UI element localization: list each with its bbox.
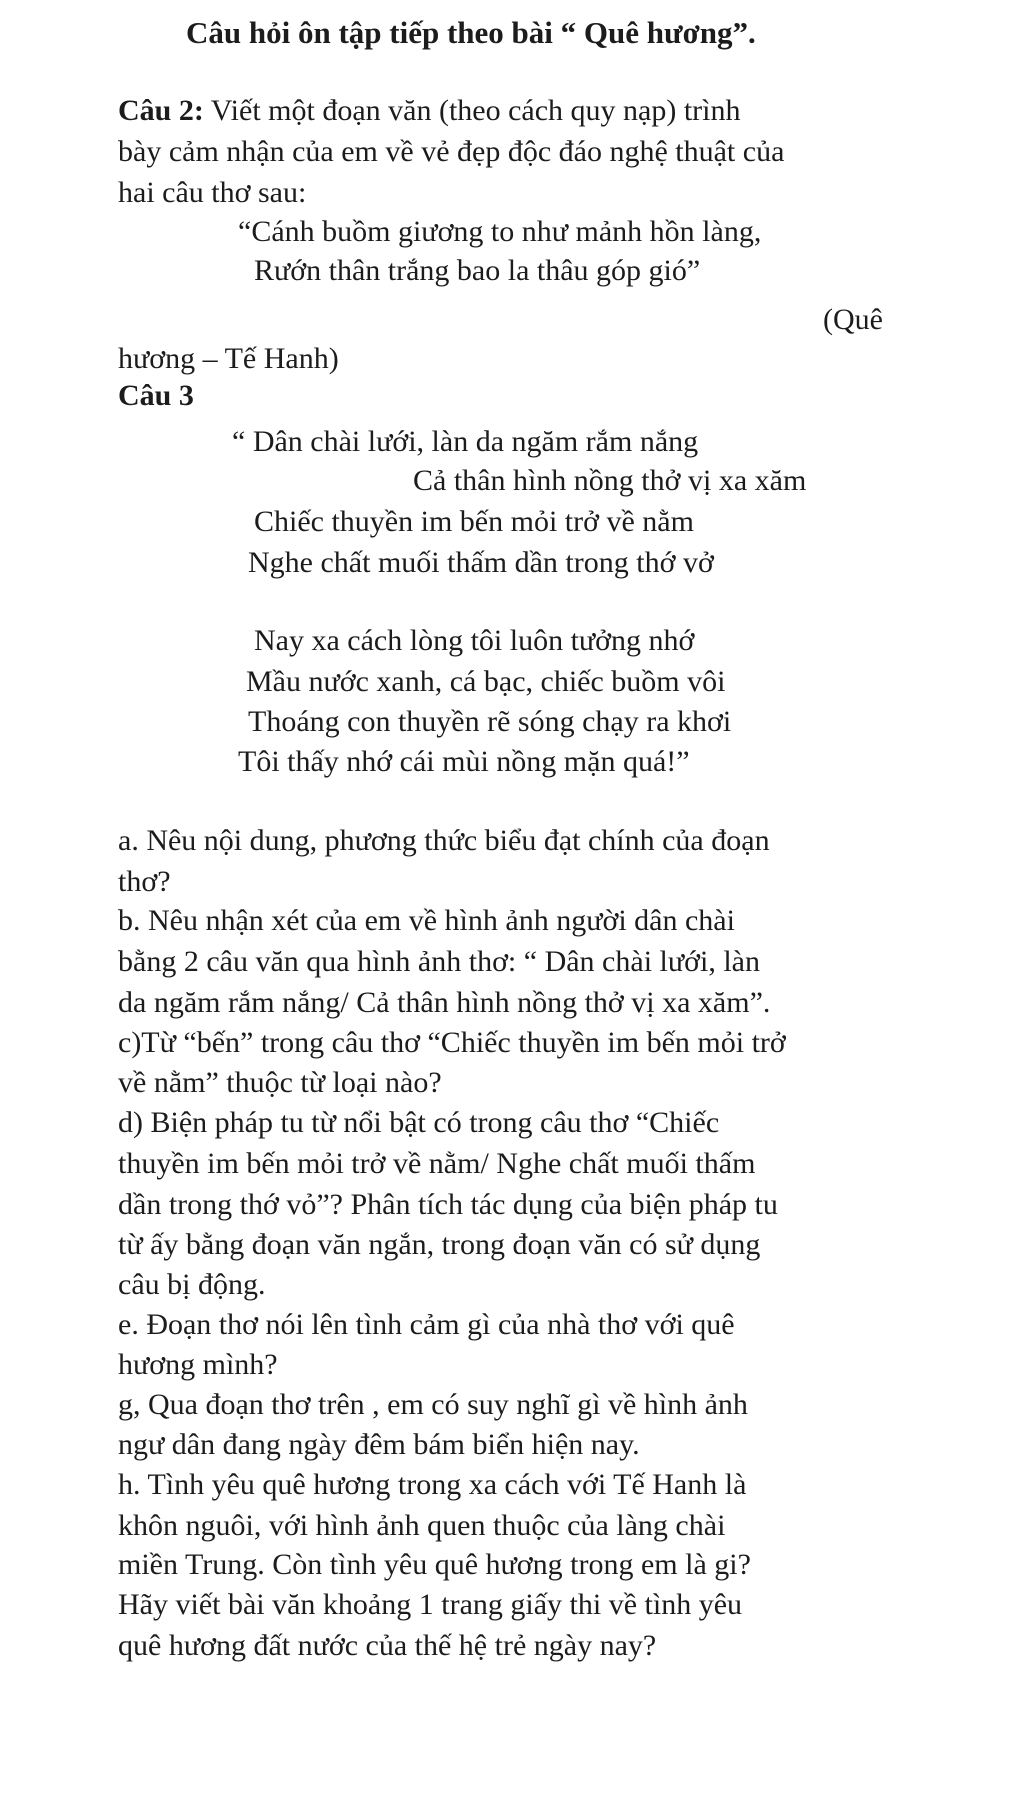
verse-source-end: hương – Tế Hanh)	[118, 342, 339, 375]
poem-line-4: Nghe chất muối thấm dần trong thớ vở	[248, 546, 714, 579]
question-3-line: e. Đoạn thơ nói lên tình cảm gì của nhà thơ với quê	[118, 1308, 735, 1341]
question-3-line: ngư dân đang ngày đêm bám biển hiện nay.	[118, 1428, 640, 1461]
question-2-label: Câu 2:	[118, 94, 204, 127]
poem-line-8: Tôi thấy nhớ cái mùi nồng mặn quá!”	[238, 745, 690, 778]
question-3-line: h. Tình yêu quê hương trong xa cách với Tế Hanh là	[118, 1468, 747, 1501]
poem-line-6: Mầu nước xanh, cá bạc, chiếc buồm vôi	[246, 665, 726, 698]
question-3-line: a. Nêu nội dung, phương thức biểu đạt chính của đoạn	[118, 824, 770, 857]
question-3-line: từ ấy bằng đoạn văn ngắn, trong đoạn văn có sử dụng	[118, 1228, 761, 1261]
question-3-line: d) Biện pháp tu từ nổi bật có trong câu thơ “Chiếc	[118, 1106, 720, 1139]
question-3-line: c)Từ “bến” trong câu thơ “Chiếc thuyền im bến mỏi trở	[118, 1026, 786, 1059]
question-2-line-1	[118, 92, 741, 130]
verse-source-start: (Quê	[823, 303, 883, 336]
question-3-line: khôn nguôi, với hình ảnh quen thuộc của làng chài	[118, 1509, 726, 1542]
question-3-line: g, Qua đoạn thơ trên , em có suy nghĩ gì về hình ảnh	[118, 1388, 748, 1421]
question-2-text: Viết một đoạn văn (theo cách quy nạp) trình	[203, 94, 741, 127]
question-3-line: Hãy viết bài văn khoảng 1 trang giấy thi về tình yêu	[118, 1588, 743, 1621]
poem-line-2: Cả thân hình nồng thở vị xa xăm	[413, 464, 807, 497]
verse-line-1: “Cánh buồm giương to như mảnh hồn làng,	[238, 215, 762, 248]
question-3-line: câu bị động.	[118, 1268, 266, 1301]
question-3-line: thuyền im bến mỏi trở về nằm/ Nghe chất muối thấm	[118, 1147, 756, 1180]
question-3-line: về nằm” thuộc từ loại nào?	[118, 1066, 442, 1099]
poem-line-1: “ Dân chài lưới, làn da ngăm rắm nắng	[232, 425, 699, 458]
question-3-line: dần trong thớ vỏ”? Phân tích tác dụng của biện pháp tu	[118, 1188, 778, 1221]
question-2-line-3: hai câu thơ sau:	[118, 176, 307, 209]
question-3-line: b. Nêu nhận xét của em về hình ảnh người dân chài	[118, 904, 735, 937]
question-3-label: Câu 3	[118, 379, 194, 412]
document-title: Câu hỏi ôn tập tiếp theo bài “ Quê hương”.	[186, 15, 756, 50]
question-2-line-2: bày cảm nhận của em về vẻ đẹp độc đáo nghệ thuật của	[118, 135, 785, 168]
poem-line-7: Thoáng con thuyền rẽ sóng chạy ra khơi	[248, 705, 732, 738]
question-3-line: da ngăm rắm nắng/ Cả thân hình nồng thở vị xa xăm”.	[118, 986, 771, 1019]
poem-line-3: Chiếc thuyền im bến mỏi trở về nằm	[254, 505, 694, 538]
question-3-line: miền Trung. Còn tình yêu quê hương trong em là gi?	[118, 1548, 751, 1581]
question-3-line: bằng 2 câu văn qua hình ảnh thơ: “ Dân chài lưới, làn	[118, 945, 760, 978]
verse-line-2: Rướn thân trắng bao la thâu góp gió”	[254, 254, 701, 287]
question-3-line: hương mình?	[118, 1348, 278, 1381]
poem-line-5: Nay xa cách lòng tôi luôn tưởng nhớ	[254, 624, 695, 657]
question-3-line: thơ?	[118, 865, 171, 898]
question-3-line: quê hương đất nước của thế hệ trẻ ngày nay?	[118, 1629, 657, 1662]
